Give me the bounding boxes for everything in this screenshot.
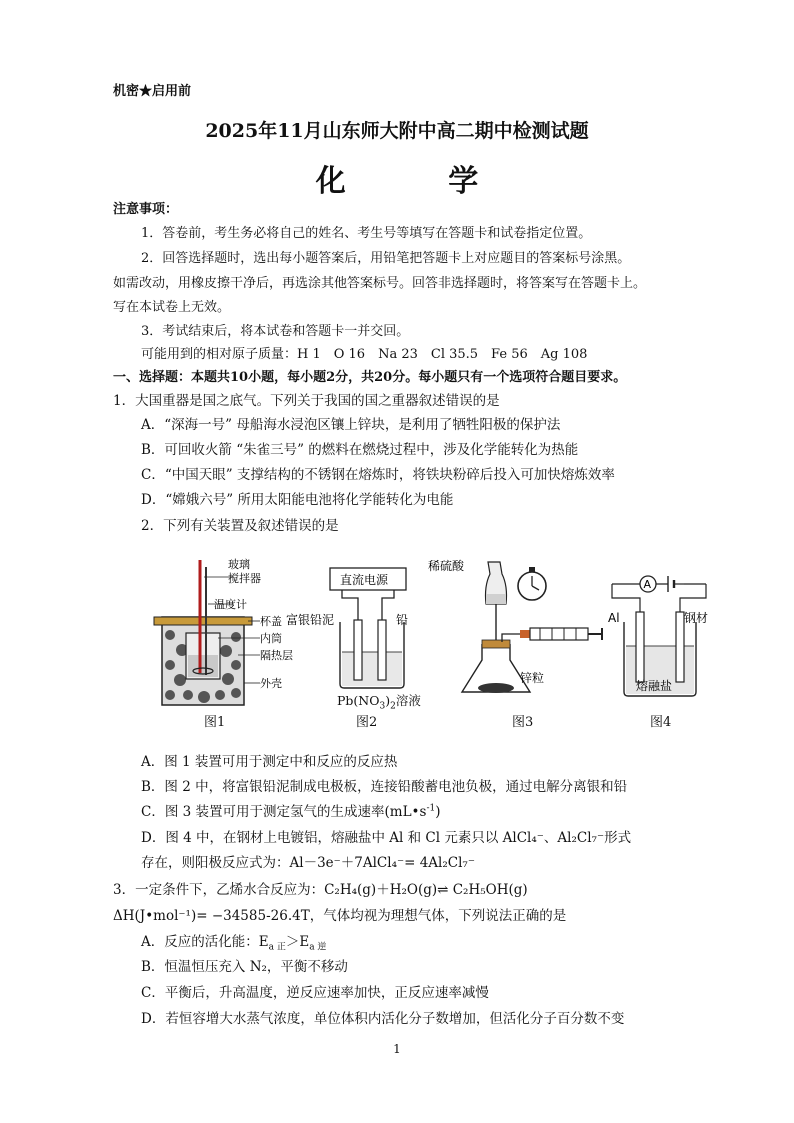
q2-option-c: C．图 3 装置可用于测定氢气的生成速率$(mL•s^{-1})$ <box>141 803 441 820</box>
q2-option-b: B．图 2 中，将富银铅泥制成电极板，连接铅酸蓄电池负极，通过电解分离银和铅 <box>141 779 628 795</box>
q3-stem-line1: 3．一定条件下，乙烯水合反应为：C₂H₄(g)＋H₂O(g)⇌ C₂H₅OH(g) <box>113 882 528 898</box>
fig1-label-thermometer: 温度计 <box>214 598 247 611</box>
q1-stem: 1．大国重器是国之底气。下列关于我国的国之重器叙述错误的是 <box>113 393 500 409</box>
subject-title: 化 学 <box>315 164 525 199</box>
q3-stem-line2: ΔH(J•mol⁻¹)= −34585-26.4T，气体均视为理想气体，下列说法正确的是 <box>113 908 567 924</box>
figure-3-gas-rate <box>428 556 608 704</box>
fig1-label-inner: 内筒 <box>260 632 282 645</box>
q3-option-d: D．若恒容增大水蒸气浓度，单位体积内活化分子数增加，但活化分子百分数不变 <box>141 1011 625 1027</box>
fig2-label-lead: 铅 <box>396 613 409 627</box>
note-3: 3．考试结束后，将本试卷和答题卡一并交回。 <box>141 324 410 339</box>
q1-option-c: C．“中国天眼” 支撑结构的不锈钢在熔炼时，将铁块粉碎后投入可加快熔炼效率 <box>141 467 615 483</box>
figure-4-electroplating <box>604 566 714 706</box>
fig3-label-zinc: 锌粒 <box>520 671 545 685</box>
section-1-heading: 一、选择题：本题共10小题，每小题2分，共20分。每小题只有一个选项符合题目要求。 <box>113 370 627 385</box>
fig1-label-glass: 玻璃 <box>228 558 250 571</box>
figure-2-caption: 图2 <box>356 715 378 730</box>
fig2-label-silver-lead-mud: 富银铅泥 <box>286 613 335 627</box>
atomic-masses: 可能用到的相对原子质量：H 1 O 16 Na 23 Cl 35.5 Fe 56 Ag 108 <box>141 347 588 362</box>
figure-1-caption: 图1 <box>204 715 226 730</box>
fig1-label-shell: 外壳 <box>260 677 282 690</box>
page-number: 1 <box>393 1042 401 1056</box>
q2-option-d-line2: 存在，则阳极反应式为：Al－3e⁻＋7AlCl₄⁻= 4Al₂Cl₇⁻ <box>141 855 475 871</box>
fig2-solution-label: $Pb(NO_3)_2$溶液 <box>337 693 421 712</box>
q3-option-a: A．反应的活化能：$E_{a 正}>E_{a 逆}$ <box>141 934 327 953</box>
note-2a: 2．回答选择题时，选出每小题答案后，用铅笔把答题卡上对应题目的答案标号涂黑。 <box>141 251 631 266</box>
q3-option-b: B．恒温恒压充入 N₂，平衡不移动 <box>141 959 348 975</box>
q2-option-d-line1: D．图 4 中，在钢材上电镀铝，熔融盐中 Al 和 Cl 元素只以 AlCl₄⁻、Al₂Cl₇⁻形式 <box>141 830 632 846</box>
fig3-label-dilute-sulfuric-acid: 稀硫酸 <box>428 559 465 573</box>
q1-option-b: B．可回收火箭 “朱雀三号” 的燃料在燃烧过程中，涉及化学能转化为热能 <box>141 442 579 458</box>
fig4-ammeter-a: A <box>643 578 652 591</box>
fig4-label-molten-salt: 熔融盐 <box>636 679 673 693</box>
q1-option-d: D．“嫦娥六号” 所用太阳能电池将化学能转化为电能 <box>141 492 454 508</box>
fig2-power-source: 直流电源 <box>340 573 389 587</box>
q1-option-a: A．“深海一号” 母船海水浸泡区镶上锌块，是利用了牺牲阳极的保护法 <box>141 417 561 433</box>
notes-heading: 注意事项： <box>113 202 179 217</box>
note-2c: 写在本试卷上无效。 <box>113 300 231 315</box>
q2-option-a: A．图 1 装置可用于测定中和反应的反应热 <box>141 754 398 770</box>
note-2b: 如需改动，用橡皮擦干净后，再选涂其他答案标号。回答非选择题时，将答案写在答题卡上。 <box>113 276 647 291</box>
fig1-label-stirrer: 搅拌器 <box>228 572 261 585</box>
fig4-label-steel: 钢材 <box>684 611 709 625</box>
confidential-label: 机密★启用前 <box>113 84 192 99</box>
figure-3-caption: 图3 <box>512 715 534 730</box>
exam-title: 2025年11月山东师大附中高二期中检测试题 <box>205 120 589 142</box>
figure-2-electrolysis <box>282 560 432 690</box>
q2-stem: 2．下列有关装置及叙述错误的是 <box>141 518 339 534</box>
note-1: 1．答卷前，考生务必将自己的姓名、考生号等填写在答题卡和试卷指定位置。 <box>141 226 592 241</box>
q3-option-c: C．平衡后，升高温度，逆反应速率加快，正反应速率减慢 <box>141 985 489 1001</box>
fig1-label-lid: 杯盖 <box>260 615 282 628</box>
figure-4-caption: 图4 <box>650 715 672 730</box>
fig1-label-insulation: 隔热层 <box>260 649 293 662</box>
fig4-label-al: Al <box>608 611 620 625</box>
